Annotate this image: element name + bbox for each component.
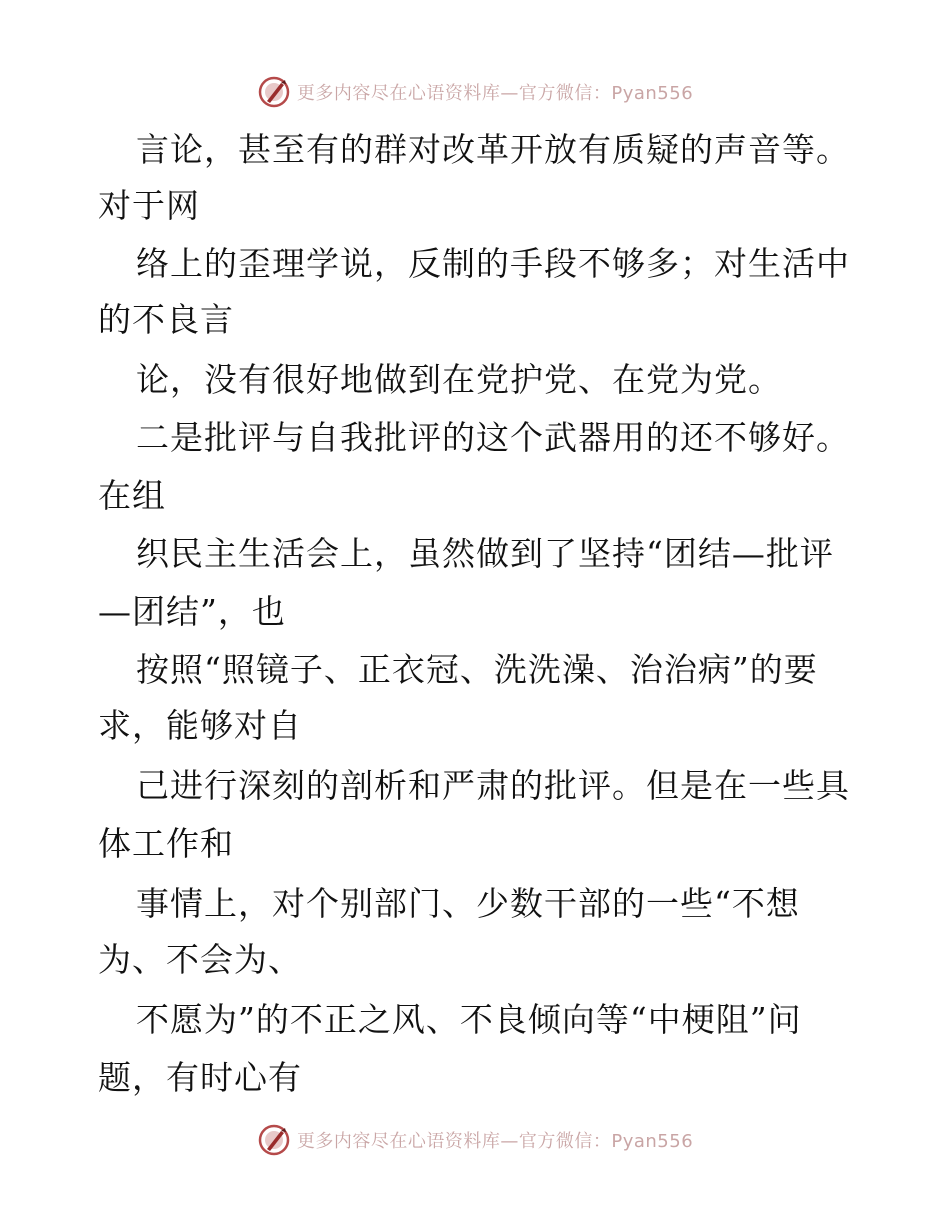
text-line: —团结”，也	[98, 592, 286, 631]
text-line: 在组	[98, 476, 166, 515]
text-line: 不愿为”的不正之风、不良倾向等“中梗阻”问	[136, 1000, 802, 1039]
header-watermark	[0, 72, 950, 112]
text-line: 己进行深刻的剖析和严肃的批评。但是在一些具	[136, 766, 850, 805]
watermark-text: 更多内容尽在心语资料库—官方微信：Pyan556	[296, 83, 694, 104]
text-line: 事情上，对个别部门、少数干部的一些“不想	[136, 884, 800, 923]
text-line: 织民主生活会上，虽然做到了坚持“团结—批评	[136, 534, 834, 573]
text-line: 对于网	[98, 186, 200, 225]
text-line: 论，没有很好地做到在党护党、在党为党。	[136, 360, 782, 399]
text-line: 求，能够对自	[98, 706, 302, 745]
footer-watermark	[0, 1120, 950, 1160]
quill-seal-logo-icon	[257, 1123, 291, 1157]
text-line: 为、不会为、	[98, 940, 302, 979]
text-line: 言论，甚至有的群对改革开放有质疑的声音等。	[136, 130, 850, 169]
text-line: 按照“照镜子、正衣冠、洗洗澡、治治病”的要	[136, 650, 818, 689]
text-line: 体工作和	[98, 824, 234, 863]
watermark-text: 更多内容尽在心语资料库—官方微信：Pyan556	[296, 1131, 694, 1152]
text-line: 题，有时心有	[98, 1058, 302, 1097]
text-line: 络上的歪理学说，反制的手段不够多；对生活中	[136, 244, 850, 283]
quill-seal-logo-icon	[257, 75, 291, 109]
text-line: 二是批评与自我批评的这个武器用的还不够好。	[136, 418, 850, 457]
text-line: 的不良言	[98, 300, 234, 339]
